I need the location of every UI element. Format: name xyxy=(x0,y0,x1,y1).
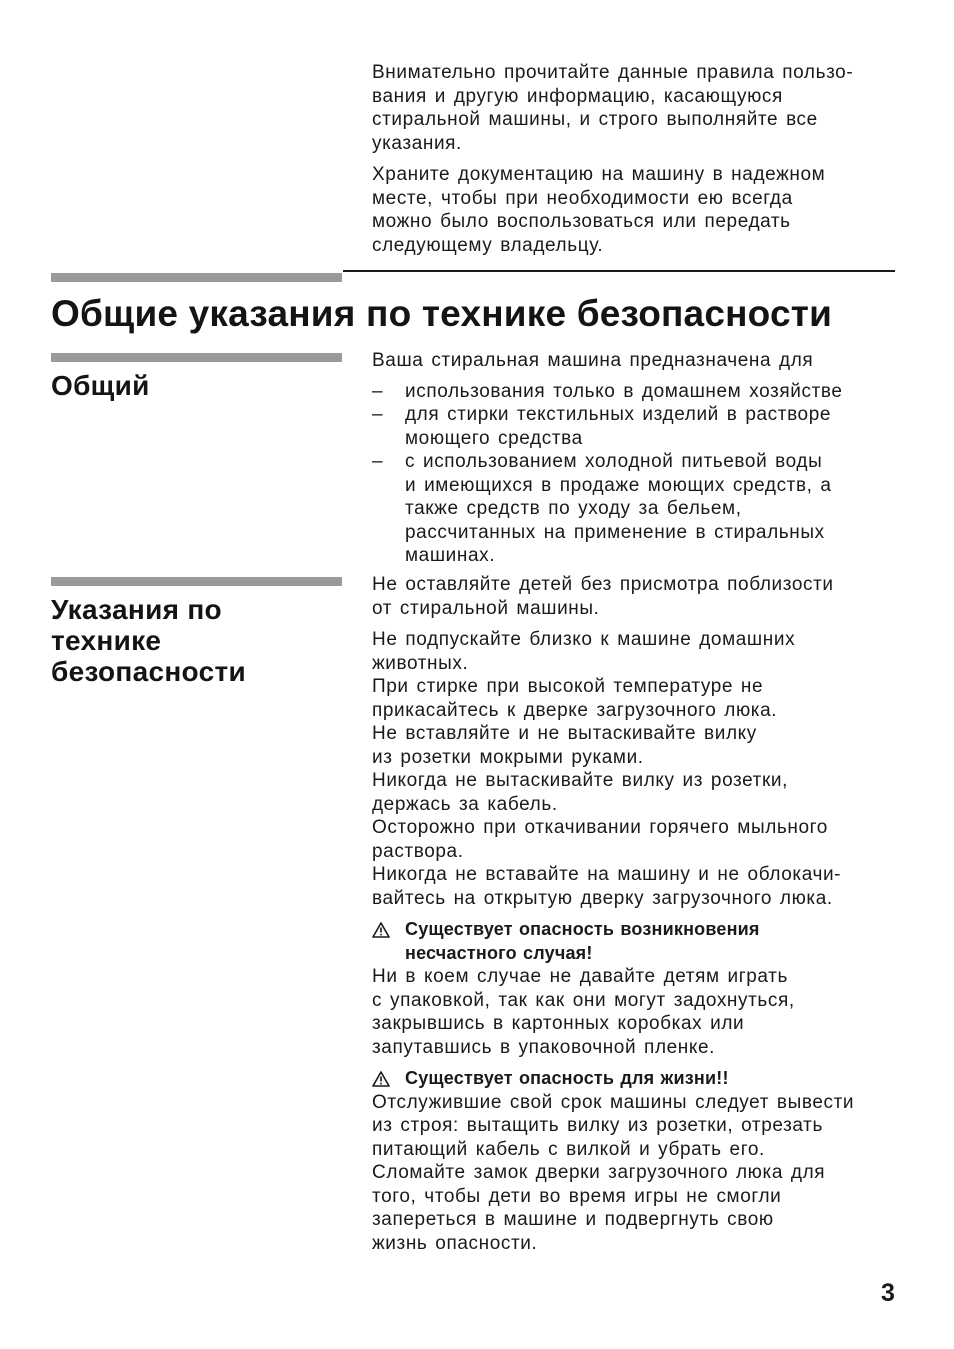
text-line: можно было воспользоваться или передать xyxy=(372,211,791,232)
text-line: того, чтобы дети во время игры не смогли xyxy=(372,1185,782,1207)
heading-line: Указания по xyxy=(51,594,222,625)
subsection-rule-general xyxy=(51,353,342,362)
text-line: также средств по уходу за бельем, xyxy=(405,498,742,519)
warning-accident xyxy=(372,918,932,1059)
list-item xyxy=(372,380,917,404)
subsection-heading-general: Общий xyxy=(51,370,150,401)
safety-paragraph xyxy=(372,573,932,620)
text-line: При стирке при высокой температуре не xyxy=(372,676,764,697)
text-line: Внимательно прочитайте данные правила пользо- xyxy=(372,62,854,83)
subsection-rule-safety xyxy=(51,577,342,586)
bullet-dash: – xyxy=(372,404,384,425)
text-line: с упаковкой, так как они могут задохнуться, xyxy=(372,989,795,1011)
text-line: указания. xyxy=(372,132,462,154)
text-line: машинах. xyxy=(405,545,496,566)
text-line: жизнь опасности. xyxy=(372,1232,538,1254)
text-line: Храните документацию на машину в надежном xyxy=(372,164,826,185)
general-lead: Ваша стиральная машина предназначена для xyxy=(372,350,814,371)
text-line: запутавшись в упаковочной пленке. xyxy=(372,1036,716,1058)
warning-triangle-icon xyxy=(372,918,405,965)
text-line: раствора. xyxy=(372,840,464,862)
text-line: Ни в коем случае не давайте детям играть xyxy=(372,966,788,987)
text-line: вайтесь на открытую дверку загрузочного люка. xyxy=(372,887,833,909)
intro-section xyxy=(372,61,917,265)
bullet-dash: – xyxy=(372,380,384,402)
text-line: рассчитанных на применение в стиральных xyxy=(405,521,825,543)
text-line: из розетки мокрыми руками. xyxy=(372,746,644,768)
text-line: питающий кабель с вилкой и убрать его. xyxy=(372,1138,765,1160)
text-line: держась за кабель. xyxy=(372,793,558,815)
text-line: закрывшись в картонных коробках или xyxy=(372,1013,745,1034)
warning-title-line: Существует опасность для жизни!! xyxy=(405,1068,729,1088)
bullet-dash: – xyxy=(372,451,384,472)
subsection-heading-safety xyxy=(51,594,246,687)
section-rule-grey xyxy=(51,273,342,282)
text-line: Никогда не вытаскивайте вилку из розетки, xyxy=(372,770,788,791)
warning-title-row xyxy=(372,1067,932,1091)
safety-content xyxy=(372,573,932,1255)
text-line: Сломайте замок дверки загрузочного люка для xyxy=(372,1162,826,1183)
warning-title-line: несчастного случая! xyxy=(405,942,593,963)
text-line: для стирки текстильных изделий в растворе xyxy=(405,404,832,425)
list-item xyxy=(372,403,917,450)
text-line: Осторожно при откачивании горячего мыльного xyxy=(372,817,828,838)
text-line: с использованием холодной питьевой воды xyxy=(405,451,823,472)
heading-line: технике xyxy=(51,625,162,656)
list-item xyxy=(372,450,917,568)
text-line: Не подпускайте близко к машине домашних xyxy=(372,629,796,650)
heading-line: безопасности xyxy=(51,656,246,687)
warning-life xyxy=(372,1067,932,1255)
text-line: и имеющихся в продаже моющих средств, а xyxy=(405,474,832,496)
text-line: Отслужившие свой срок машины следует вывести xyxy=(372,1091,855,1113)
section-rule-black xyxy=(343,270,895,272)
warning-triangle-icon xyxy=(372,1067,405,1091)
text-line: Не вставляйте и не вытаскивайте вилку xyxy=(372,723,757,744)
warning-title-row xyxy=(372,918,932,965)
text-line: использования только в домашнем хозяйстве xyxy=(405,380,843,402)
text-line: следующему владельцу. xyxy=(372,234,604,256)
text-line: Не оставляйте детей без присмотра поблизости xyxy=(372,574,834,595)
warning-title-line: Существует опасность возникновения xyxy=(405,919,760,939)
text-line: моющего средства xyxy=(405,427,583,449)
intro-paragraph-2 xyxy=(372,163,917,257)
text-line: Никогда не вставайте на машину и не облокачи- xyxy=(372,864,842,885)
text-line: от стиральной машины. xyxy=(372,597,600,619)
intro-paragraph-1 xyxy=(372,61,917,155)
general-content xyxy=(372,349,917,568)
text-line: прикасайтесь к дверке загрузочного люка. xyxy=(372,699,778,721)
text-line: стиральной машины, и строго выполняйте все xyxy=(372,109,818,130)
page-number: 3 xyxy=(881,1279,895,1307)
text-line: запереться в машине и подвергнуть свою xyxy=(372,1209,774,1230)
text-line: вания и другую информацию, касающуюся xyxy=(372,85,783,107)
text-line: животных. xyxy=(372,652,469,674)
safety-paragraph xyxy=(372,628,932,910)
text-line: месте, чтобы при необходимости ею всегда xyxy=(372,187,793,209)
text-line: из строя: вытащить вилку из розетки, отрезать xyxy=(372,1115,823,1136)
page-title: Общие указания по технике безопасности xyxy=(51,293,833,334)
